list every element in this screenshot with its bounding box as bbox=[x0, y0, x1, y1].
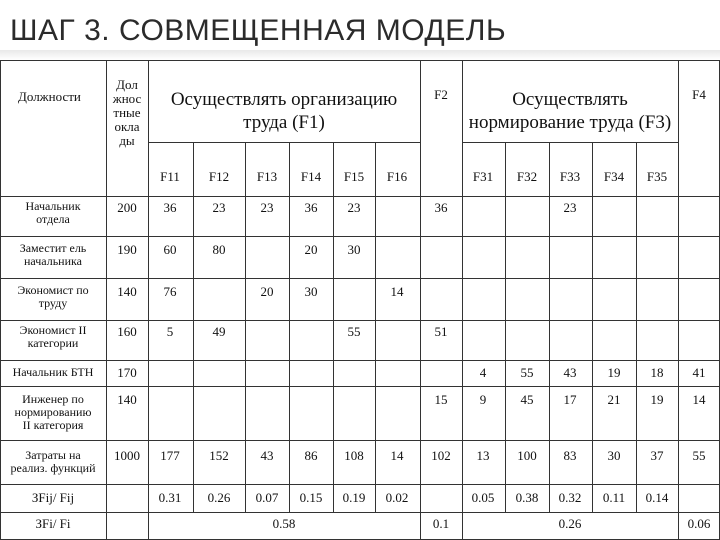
rule bbox=[549, 142, 550, 512]
rule bbox=[0, 60, 720, 61]
cell: 0.31 bbox=[158, 490, 182, 505]
header-f1-line: Осуществлять организацию bbox=[170, 89, 398, 110]
cell: 86 bbox=[304, 448, 318, 463]
rule bbox=[193, 142, 194, 512]
cell-salary: 140 bbox=[117, 284, 137, 299]
row-label: Экономист по труду bbox=[17, 283, 89, 310]
rule bbox=[462, 60, 463, 540]
rule bbox=[106, 60, 107, 540]
rule bbox=[462, 142, 678, 143]
title-underline bbox=[0, 50, 720, 60]
cell: 0.26 bbox=[207, 490, 231, 505]
rule bbox=[245, 142, 246, 512]
cell: 49 bbox=[212, 324, 226, 339]
row-label: Начальник БТН bbox=[12, 365, 94, 379]
rule bbox=[0, 512, 720, 513]
rule bbox=[0, 236, 720, 237]
header-salary-line: жнос bbox=[112, 91, 142, 106]
cell: 23 bbox=[260, 200, 274, 215]
rule bbox=[148, 142, 420, 143]
subheader-f33: F33 bbox=[559, 169, 581, 184]
cell: 76 bbox=[163, 284, 177, 299]
cell: 37 bbox=[650, 448, 664, 463]
header-salary-line: окла bbox=[114, 119, 140, 134]
cell: 0.11 bbox=[602, 490, 626, 505]
cell: 20 bbox=[260, 284, 274, 299]
subheader-f14: F14 bbox=[300, 169, 322, 184]
rule bbox=[420, 60, 421, 540]
rule bbox=[0, 440, 720, 441]
cell: 19 bbox=[650, 392, 664, 407]
cell: 30 bbox=[304, 284, 318, 299]
cell: 0.02 bbox=[385, 490, 409, 505]
subheader-f35: F35 bbox=[646, 169, 668, 184]
combined-model-table bbox=[0, 60, 720, 540]
cell: 36 bbox=[163, 200, 177, 215]
header-salary-line: тные bbox=[113, 105, 141, 120]
cell: 23 bbox=[347, 200, 361, 215]
cell: 0.05 bbox=[471, 490, 495, 505]
cell: 0.32 bbox=[558, 490, 582, 505]
rule bbox=[678, 60, 679, 540]
cell: 55 bbox=[520, 365, 534, 380]
header-f4: F4 bbox=[692, 87, 706, 102]
row-label: Затраты на реализ. функций bbox=[10, 448, 96, 475]
header-f1-line: труда (F1) bbox=[243, 112, 325, 133]
subheader-f13: F13 bbox=[256, 169, 278, 184]
cell: 0.19 bbox=[342, 490, 366, 505]
cell: 0.14 bbox=[645, 490, 669, 505]
cell: 80 bbox=[212, 242, 226, 257]
cell: 43 bbox=[260, 448, 274, 463]
cell-salary: 1000 bbox=[114, 448, 140, 463]
cell: 18 bbox=[650, 365, 664, 380]
rule bbox=[0, 386, 720, 387]
cell: 45 bbox=[520, 392, 534, 407]
cell: 23 bbox=[212, 200, 226, 215]
cell: 177 bbox=[160, 448, 180, 463]
cell: 30 bbox=[347, 242, 361, 257]
header-f3-line: нормирование труда (F3) bbox=[468, 112, 672, 133]
row-label: ЗFi/ Fi bbox=[35, 516, 71, 531]
cell-salary: 140 bbox=[117, 392, 137, 407]
cell: 83 bbox=[563, 448, 577, 463]
rule bbox=[0, 320, 720, 321]
rule bbox=[333, 142, 334, 512]
subheader-f11: F11 bbox=[160, 169, 180, 184]
cell: 43 bbox=[563, 365, 577, 380]
row-label: Начальник отдела bbox=[25, 199, 81, 226]
cell: 13 bbox=[476, 448, 490, 463]
slide-title: ШАГ 3. СОВМЕЩЕННАЯ МОДЕЛЬ bbox=[10, 14, 507, 47]
rule bbox=[0, 60, 1, 540]
header-salary-line: Дол bbox=[116, 77, 138, 92]
cell: 152 bbox=[209, 448, 229, 463]
row-label: Экономист II категории bbox=[19, 323, 87, 350]
rule bbox=[0, 484, 720, 485]
cell: 36 bbox=[304, 200, 318, 215]
cell: 19 bbox=[607, 365, 621, 380]
cell: 0.26 bbox=[558, 516, 582, 531]
rule bbox=[148, 60, 149, 540]
cell: 17 bbox=[563, 392, 577, 407]
rule bbox=[592, 142, 593, 512]
cell: 0.15 bbox=[299, 490, 323, 505]
cell: 14 bbox=[390, 448, 404, 463]
cell-salary: 160 bbox=[117, 324, 137, 339]
rule bbox=[289, 142, 290, 512]
header-f3-line: Осуществлять bbox=[512, 89, 628, 110]
cell-salary: 170 bbox=[117, 365, 137, 380]
cell: 102 bbox=[431, 448, 451, 463]
header-salary-line: ды bbox=[119, 133, 135, 148]
cell: 4 bbox=[479, 365, 487, 380]
cell: 41 bbox=[692, 365, 706, 380]
cell: 5 bbox=[166, 324, 174, 339]
cell: 14 bbox=[390, 284, 404, 299]
subheader-f32: F32 bbox=[516, 169, 538, 184]
rule bbox=[505, 142, 506, 512]
cell: 9 bbox=[479, 392, 487, 407]
cell: 15 bbox=[434, 392, 448, 407]
subheader-f12: F12 bbox=[208, 169, 230, 184]
rule bbox=[0, 360, 720, 361]
cell: 21 bbox=[607, 392, 621, 407]
rule bbox=[0, 278, 720, 279]
rule bbox=[636, 142, 637, 512]
cell: 0.07 bbox=[255, 490, 279, 505]
header-f2: F2 bbox=[434, 87, 448, 102]
cell: 0.06 bbox=[687, 516, 711, 531]
cell: 55 bbox=[347, 324, 361, 339]
cell: 0.38 bbox=[515, 490, 539, 505]
rule bbox=[0, 196, 720, 197]
cell: 30 bbox=[607, 448, 621, 463]
row-label: ЗFij/ Fij bbox=[31, 490, 75, 505]
row-label: Заместит ель начальника bbox=[19, 241, 87, 268]
cell: 20 bbox=[304, 242, 318, 257]
cell: 60 bbox=[163, 242, 177, 257]
cell: 0.1 bbox=[432, 516, 450, 531]
cell-salary: 190 bbox=[117, 242, 137, 257]
header-positions: Должности bbox=[18, 89, 81, 104]
cell: 100 bbox=[517, 448, 537, 463]
cell: 108 bbox=[344, 448, 364, 463]
cell: 14 bbox=[692, 392, 706, 407]
subheader-f16: F16 bbox=[386, 169, 408, 184]
cell: 23 bbox=[563, 200, 577, 215]
cell: 51 bbox=[434, 324, 448, 339]
cell-salary: 200 bbox=[117, 200, 137, 215]
cell: 55 bbox=[692, 448, 706, 463]
rule bbox=[375, 142, 376, 512]
subheader-f31: F31 bbox=[472, 169, 494, 184]
subheader-f15: F15 bbox=[343, 169, 365, 184]
cell: 36 bbox=[434, 200, 448, 215]
subheader-f34: F34 bbox=[603, 169, 625, 184]
cell: 0.58 bbox=[272, 516, 296, 531]
row-label: Инженер по нормированию II категория bbox=[14, 392, 92, 432]
